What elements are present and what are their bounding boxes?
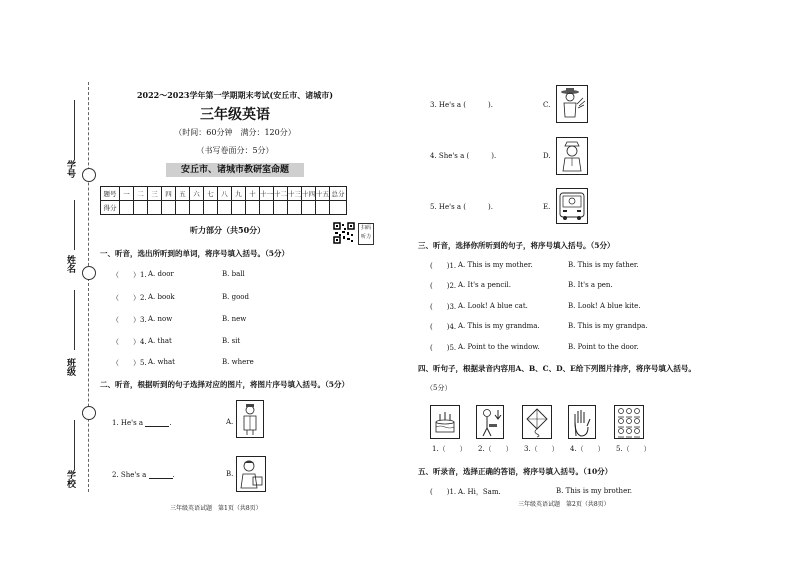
question-number: （ ）1. [112, 271, 147, 279]
picture-letter: C. [543, 101, 551, 109]
score-table-cell: 五 [176, 187, 190, 201]
ordering-answer[interactable]: 3.（ ） [524, 445, 559, 453]
score-table-cell: 四 [162, 187, 176, 201]
org-banner: 安丘市、诸城市教研室命题 [166, 163, 304, 177]
student-id-label: 学号 [65, 160, 75, 178]
option-a[interactable]: A. that [148, 337, 172, 345]
score-input-cell[interactable] [302, 201, 316, 215]
option-b[interactable]: B. where [222, 358, 254, 366]
score-row-label: 得分 [101, 201, 120, 215]
score-input-cell[interactable] [148, 201, 162, 215]
score-input-cell[interactable] [176, 201, 190, 215]
question-end: . [172, 471, 175, 479]
question-text: 2. She's a [112, 471, 147, 479]
picture-nurse [556, 137, 588, 175]
score-table-cell: 七 [204, 187, 218, 201]
score-input-cell[interactable] [330, 201, 347, 215]
question-end: . [169, 419, 172, 427]
option-b[interactable]: B. Point to the door. [568, 343, 639, 351]
picture-teacher [236, 456, 266, 492]
question-number: ( )1. [430, 488, 457, 496]
score-input-cell[interactable] [162, 201, 176, 215]
score-input-cell[interactable] [190, 201, 204, 215]
qr-label-line: 扫码 [360, 225, 371, 231]
picture-farmer [556, 85, 588, 123]
writing-score-line: （书写卷面分：5分） [196, 146, 274, 155]
kite-icon [523, 406, 551, 438]
picture-hand [568, 405, 596, 439]
picture-kite [522, 405, 552, 439]
score-table-cell: 八 [218, 187, 232, 201]
option-a[interactable]: A. door [148, 270, 174, 278]
picture-letter: D. [543, 152, 551, 160]
option-b[interactable]: B. This is my brother. [556, 487, 633, 495]
picture-letter: B. [226, 470, 234, 478]
score-input-cell[interactable] [120, 201, 134, 215]
doctor-icon [237, 401, 263, 437]
exam-title-line: 2022～2023学年第一学期期末考试(安丘市、诸城市) [136, 90, 334, 100]
option-a[interactable]: A. now [148, 315, 173, 323]
picture-letter: E. [543, 203, 551, 211]
score-table-cell: 一 [120, 187, 134, 201]
option-a[interactable]: A. Point to the window. [458, 343, 540, 351]
option-a[interactable]: A. book [148, 293, 175, 301]
score-input-cell[interactable] [274, 201, 288, 215]
teacher-icon [237, 457, 265, 491]
score-table-cell: 十三 [288, 187, 302, 201]
question-text: 1. He's a [112, 419, 144, 427]
question-number: ( )1. [430, 262, 457, 270]
option-a[interactable]: A. Hi，Sam. [458, 488, 501, 496]
score-input-cell[interactable] [316, 201, 330, 215]
score-input-cell[interactable] [232, 201, 246, 215]
question-text: 5. He's a ( [430, 203, 467, 211]
question-number: （ ）4. [112, 338, 147, 346]
birthday-cake-icon [431, 406, 459, 438]
question-end: ). [491, 152, 497, 160]
name-label: 姓名 [65, 255, 75, 273]
ordering-answer[interactable]: 5.（ ） [616, 445, 651, 453]
section1-heading: 一、听音，选出所听到的单词，将序号填入括号。（5分） [100, 249, 289, 258]
answer-blank[interactable] [149, 470, 173, 479]
score-table-cell: 总分 [330, 187, 347, 201]
score-input-cell[interactable] [246, 201, 260, 215]
score-table [100, 186, 347, 215]
option-a[interactable]: A. This is my mother. [458, 261, 533, 269]
score-table-cell: 十二 [274, 187, 288, 201]
option-a[interactable]: A. Look! A blue cat. [458, 302, 528, 310]
option-b[interactable]: B. good [222, 293, 249, 301]
listening-heading: 听力部分（共50分） [190, 225, 266, 235]
binding-line [74, 420, 75, 470]
score-table-cell: 六 [190, 187, 204, 201]
class-label: 班级 [65, 358, 75, 376]
binding-hole [82, 406, 96, 420]
binding-line [74, 100, 75, 160]
option-b[interactable]: B. It's a pen. [568, 281, 613, 289]
score-table-cell: 十五 [316, 187, 330, 201]
section2-heading: 二、听音，根据听到的句子选择对应的图片，将图片序号填入括号。（5分） [100, 380, 349, 389]
ordering-answer[interactable]: 1.（ ） [432, 445, 467, 453]
question-number: （ ）5. [112, 359, 147, 367]
question-number: ( )3. [430, 303, 457, 311]
score-table-cell: 题号 [101, 187, 120, 201]
nurse-icon [557, 138, 587, 174]
score-table-cell: 二 [134, 187, 148, 201]
qr-code-icon [333, 222, 355, 244]
picture-cake [430, 405, 460, 439]
score-input-cell[interactable] [204, 201, 218, 215]
question-number: （ ）2. [112, 294, 147, 302]
option-a[interactable]: A. what [148, 358, 175, 366]
section2-question [112, 470, 175, 479]
section3-heading: 三、听音，选择你所听到的句子，将序号填入括号。（5分） [418, 241, 615, 250]
qr-code[interactable] [333, 222, 355, 244]
time-score-line: （时间：60分钟 满分：120分） [174, 128, 296, 137]
picture-doctor [236, 400, 264, 438]
binding-line [74, 290, 75, 350]
section2-question [430, 203, 493, 211]
picture-letter: A. [226, 418, 234, 426]
option-a[interactable]: A. This is my grandma. [458, 322, 540, 330]
section4-heading: 四、听句子，根据录音内容用A、B、C、D、E给下列图片排序，将序号填入括号。 [418, 364, 696, 373]
binding-line [74, 200, 75, 250]
score-table-score-row [101, 201, 347, 215]
binding-hole [82, 168, 96, 182]
option-b[interactable]: B. ball [222, 270, 245, 278]
option-b[interactable]: B. Look! A blue kite. [568, 302, 641, 310]
qr-label-box [358, 223, 374, 245]
answer-blank[interactable] [145, 418, 172, 427]
section4-score: （5分） [426, 384, 452, 392]
binding-hole [82, 266, 96, 280]
question-end: ). [488, 203, 493, 211]
question-number: ( )4. [430, 323, 457, 331]
page-footer: 三年级英语试题 第2页（共8页） [518, 501, 610, 508]
section5-heading: 五、听录音，选择正确的答语，将序号填入括号。（10分） [418, 467, 613, 476]
section2-question [430, 101, 493, 109]
question-number: （ ）3. [112, 316, 147, 324]
bus-driver-icon [557, 189, 587, 223]
question-text: 3. He's a ( [430, 101, 467, 109]
qr-label-line: 听力 [360, 234, 371, 240]
score-table-cell: 三 [148, 187, 162, 201]
option-b[interactable]: B. This is my father. [568, 261, 639, 269]
question-end: ). [488, 101, 493, 109]
score-table-cell: 九 [232, 187, 246, 201]
score-table-cell: 十四 [302, 187, 316, 201]
question-text: 4. She's a ( [430, 152, 470, 160]
option-b[interactable]: B. This is my grandpa. [568, 322, 648, 330]
page-footer: 三年级英语试题 第1页（共8页） [170, 505, 262, 512]
crowd-icon [615, 406, 643, 438]
score-input-cell[interactable] [218, 201, 232, 215]
farmer-icon [557, 86, 587, 122]
score-table-header-row [101, 187, 347, 201]
picture-stand-up [476, 405, 504, 439]
option-b[interactable]: B. new [222, 315, 247, 323]
score-input-cell[interactable] [260, 201, 274, 215]
question-number: ( )2. [430, 282, 457, 290]
option-a[interactable]: A. It's a pencil. [458, 281, 511, 289]
score-input-cell[interactable] [134, 201, 148, 215]
binding-dashed-line [88, 82, 89, 492]
score-input-cell[interactable] [288, 201, 302, 215]
section2-question [112, 418, 172, 427]
score-table-cell: 十一 [260, 187, 274, 201]
subject-title: 三年级英语 [200, 107, 270, 123]
score-table-cell: 十 [246, 187, 260, 201]
hand-icon [569, 406, 595, 438]
stand-up-icon [477, 406, 503, 438]
question-number: ( )5. [430, 344, 457, 352]
section2-question [430, 152, 496, 160]
picture-bus-driver [556, 188, 588, 224]
school-label: 学校 [65, 470, 75, 488]
option-b[interactable]: B. sit [222, 337, 241, 345]
ordering-answer[interactable]: 4.（ ） [570, 445, 605, 453]
picture-crowd [614, 405, 644, 439]
ordering-answer[interactable]: 2.（ ） [478, 445, 513, 453]
